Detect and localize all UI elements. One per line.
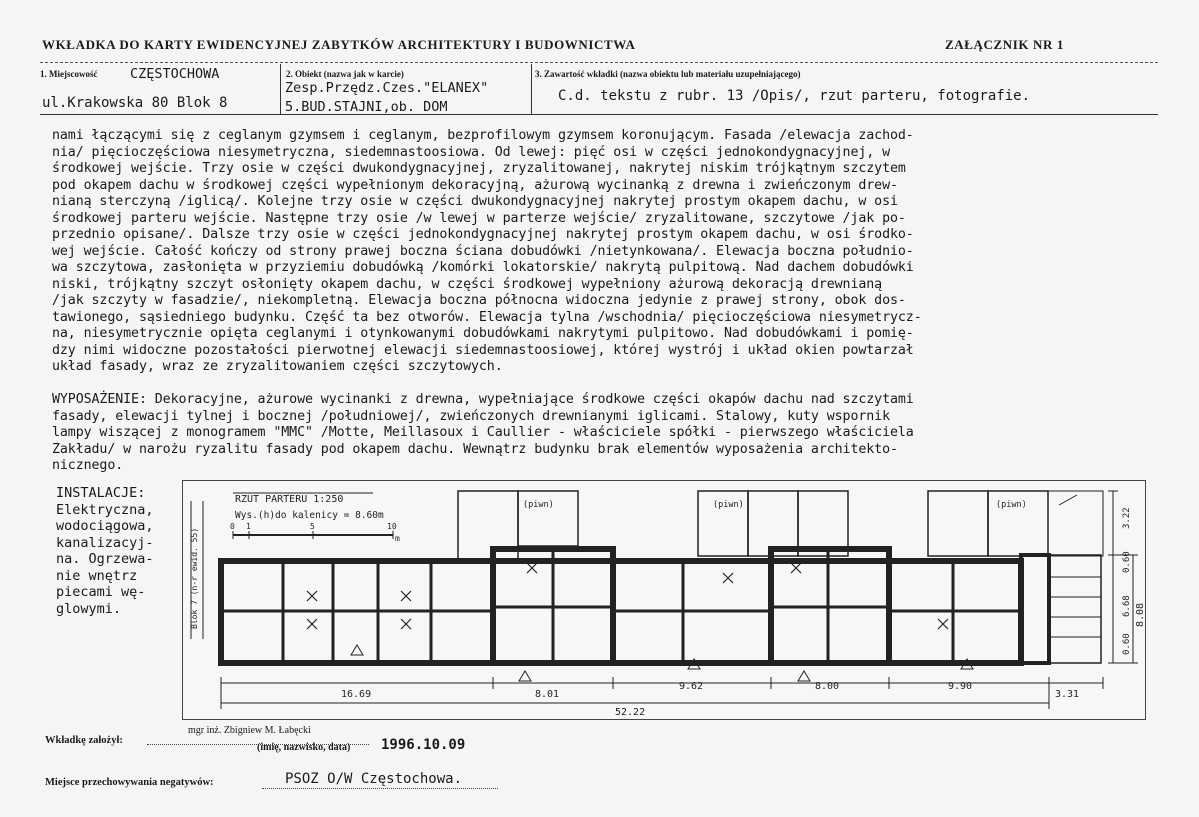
object-value-2: 5.BUD.STAJNI,ob. DOM bbox=[285, 99, 448, 115]
negatives-dotted-line bbox=[262, 788, 498, 789]
description-line: przednio opisane/. Dalsze trzy osie w części jednokondygnacyjnej nakrytej prostym okapem dachu, w osi środko- bbox=[52, 227, 914, 242]
scale-tick-5: 5 bbox=[310, 522, 315, 531]
negatives-value: PSOZ O/W Częstochowa. bbox=[285, 771, 463, 787]
description-line: nianą sterczyną /iglicą/. Kolejne trzy osie w części dwukondygnacyjnej nakrytej prostym okapem dachu, w osi bbox=[52, 194, 898, 209]
dim-4: 8.00 bbox=[815, 681, 840, 692]
description-line: Zakładu/ w narożu ryzalitu fasady pod okapem dachu. Wewnątrz budynku brak elementów wyposażenia architekto- bbox=[52, 441, 898, 457]
description-line: nami łączącymi się z ceglanym gzymsem i ceglanym, bezprofilowym gzymsem koronującym. Fasada /elewacja zachod- bbox=[52, 128, 914, 143]
author-caption: (imię, nazwisko, data) bbox=[257, 742, 351, 753]
annex-number: ZAŁĄCZNIK NR 1 bbox=[945, 37, 1064, 52]
description-line: pod okapem dachu w środkowej części wypełnionym dekoracyjną, ażurową wycinanką z drewna i zwieńczonym drew- bbox=[52, 177, 898, 193]
description-line: /jak szczyty w fasadzie/, niekompletną. Elewacja boczna północna widoczna jedynie z prawej strony, obok dos- bbox=[52, 293, 906, 308]
description-line: środkowej parteru wejście. Następne trzy osie /w lewej w parterze wejście/ zryzalitowane, szczytowe /jak po- bbox=[52, 210, 906, 226]
place-value: CZĘSTOCHOWA bbox=[130, 66, 220, 82]
dim-right-4: 0.60 bbox=[1122, 633, 1132, 655]
description-line: lampy wiszącej z monogramem "MMC" /Motte, Meillasoux i Caullier - właściciele spółki - pierwszego właściciela bbox=[52, 425, 914, 440]
installations-line: kanalizacyj- bbox=[56, 534, 154, 551]
header-rule bbox=[40, 62, 1158, 64]
description-line bbox=[52, 376, 1162, 393]
plan-title: RZUT PARTERU 1:250 bbox=[235, 494, 344, 505]
basement-label-2: (piwn) bbox=[713, 500, 744, 510]
field-divider-1 bbox=[280, 64, 281, 114]
description-line: fasady, elewacji tylnej i bocznej /południowej/, zwieńczonych drewnianymi iglicami. Stalowy, kuty wspornik bbox=[52, 408, 890, 424]
description-line: środkowej wejście. Trzy osie w części dwukondygnacyjnej, zryzalitowanej, nakrytej niskim trójkątnym szczytem bbox=[52, 161, 906, 176]
description-line: wa szczytowa, zasłonięta w przyziemiu dobudówką /komórki lokatorskie/ nakrytą pulpitową. Nad dachem dobudówki bbox=[52, 260, 914, 275]
installations-line: wodociągowa, bbox=[56, 518, 154, 534]
description-line: WYPOSAŻENIE: Dekoracyjne, ażurowe wycinanki z drewna, wypełniające środkowe części okapów dachu nad szczytami bbox=[52, 392, 914, 407]
author-date: 1996.10.09 bbox=[381, 737, 466, 753]
dim-right-1: 3.22 bbox=[1122, 507, 1132, 529]
dim-3: 9.62 bbox=[679, 681, 704, 692]
field-divider-2 bbox=[531, 64, 532, 114]
floor-plan bbox=[182, 480, 1146, 720]
content-label: 3. Zawartość wkładki (nazwa obiektu lub materiału uzupełniającego) bbox=[535, 69, 801, 79]
object-label: 2. Obiekt (nazwa jak w karcie) bbox=[286, 69, 404, 79]
scale-unit: m bbox=[395, 534, 400, 543]
description-line: tawionego, sąsiedniego budynku. Część ta bez otworów. Elewacja tylna /wschodnia/ pięcioczęściowa niesymetrycz- bbox=[52, 309, 922, 325]
installations-line: piecami wę- bbox=[56, 584, 146, 600]
plan-height-note: Wys.(h)do kalenicy = 8.60m bbox=[235, 510, 384, 521]
dim-total: 52.22 bbox=[615, 707, 646, 718]
negatives-label: Miejsce przechowywania negatywów: bbox=[45, 777, 214, 788]
basement-label-3: (piwn) bbox=[996, 500, 1027, 510]
description-line: dzy nimi widoczne pozostałości pierwotnej elewacji siedemnastoosiowej, której wystrój i układ okien powtarzał bbox=[52, 342, 914, 358]
installations-heading: INSTALACJE: bbox=[56, 485, 146, 501]
scale-tick-0: 0 bbox=[230, 522, 235, 531]
author-label: Wkładkę założył: bbox=[45, 735, 123, 746]
scale-tick-10: 10 bbox=[387, 522, 397, 531]
description-line: układ fasady, wraz ze zryzalitowaniem części szczytowych. bbox=[52, 359, 503, 374]
dim-2: 8.01 bbox=[535, 689, 560, 700]
basement-label-1: (piwn) bbox=[523, 500, 554, 510]
dim-6: 3.31 bbox=[1055, 689, 1080, 700]
content-value: C.d. tekstu z rubr. 13 /Opis/, rzut parteru, fotografie. bbox=[558, 88, 1031, 104]
address-value: ul.Krakowska 80 Blok 8 bbox=[42, 95, 228, 111]
floor-plan-drawing bbox=[183, 481, 1145, 719]
field-bottom-rule bbox=[40, 114, 1158, 115]
description-text bbox=[52, 128, 1162, 475]
dim-1: 16.69 bbox=[341, 689, 372, 700]
side-label: Blok 7 (n-r ewid. 55) bbox=[190, 527, 199, 629]
place-label: 1. Miejscowość bbox=[40, 69, 98, 79]
description-line: nia/ pięcioczęściowa niesymetryczna, siedemnastoosiowa. Od lewej: pięć osi w części jednokondygnacyjnej, w bbox=[52, 144, 890, 160]
object-value-1: Zesp.Przędz.Czes."ELANEX" bbox=[285, 80, 489, 96]
installations-text bbox=[56, 485, 154, 617]
scale-tick-1: 1 bbox=[246, 522, 251, 531]
form-title: WKŁADKA DO KARTY EWIDENCYJNEJ ZABYTKÓW ARCHITEKTURY I BUDOWNICTWA bbox=[42, 37, 636, 52]
description-line: wej wejście. Całość kończy od strony prawej boczna ściana dobudówki /nietynkowana/. Elewacja boczna południo- bbox=[52, 243, 914, 259]
description-line: niski, trójkątny szczyt osłonięty okapem dachu, w części środkowej wypełniony ażurową dekoracją drewnianą bbox=[52, 276, 883, 292]
author-name: mgr inż. Zbigniew M. Łabęcki bbox=[188, 725, 311, 736]
dim-5: 9.90 bbox=[948, 681, 973, 692]
description-line: na, niesymetrycznie opięta ceglanymi i otynkowanymi dobudówkami nakrytymi pulpitowo. Nad dobudówkami i pomię- bbox=[52, 326, 914, 341]
dim-right-total: 8.08 bbox=[1135, 602, 1145, 627]
dim-right-3: 6.68 bbox=[1122, 595, 1132, 617]
installations-line: glowymi. bbox=[56, 600, 122, 617]
installations-line: na. Ogrzewa- bbox=[56, 551, 154, 567]
dim-right-2: 0.60 bbox=[1122, 551, 1132, 573]
description-line: nicznego. bbox=[52, 458, 124, 473]
installations-line: Elektryczna, bbox=[56, 501, 154, 518]
installations-line: nie wnętrz bbox=[56, 567, 138, 584]
